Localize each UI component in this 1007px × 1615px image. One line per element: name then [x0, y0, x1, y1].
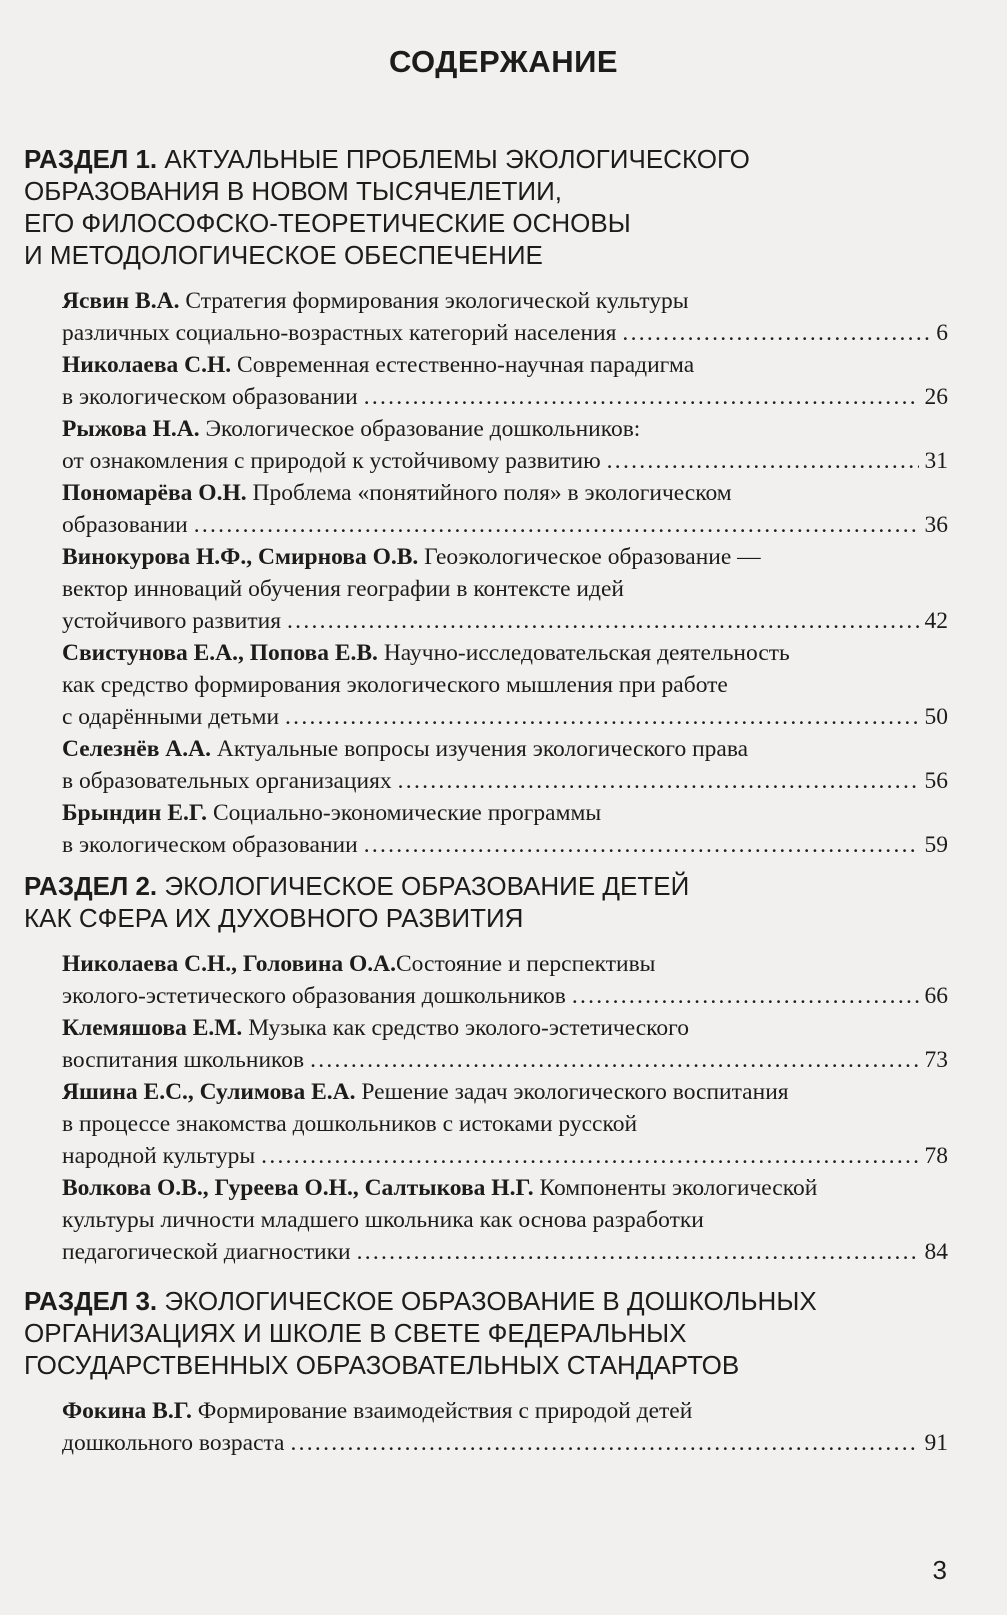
- entry-authors: Николаева С.Н., Головина О.А.: [62, 951, 396, 977]
- section-heading-line: [24, 1349, 974, 1381]
- entry-authors: Винокурова Н.Ф., Смирнова О.В.: [62, 544, 419, 570]
- entry-title-end: с одарёнными детьми: [62, 704, 280, 730]
- entry-last-line: [62, 701, 948, 733]
- entry-first-line: [62, 733, 948, 765]
- entry-title-end: воспитания школьников: [62, 1047, 305, 1073]
- entry-page-number: 59: [924, 832, 948, 858]
- toc-entry: [24, 1012, 974, 1076]
- section-heading-text: ЭКОЛОГИЧЕСКОЕ ОБРАЗОВАНИЕ В ДОШКОЛЬНЫХ: [164, 1286, 817, 1316]
- entry-last-line: [62, 1236, 948, 1268]
- toc-entry: [24, 733, 974, 797]
- section-heading-line: [24, 902, 974, 934]
- section-heading-text: ЭКОЛОГИЧЕСКОЕ ОБРАЗОВАНИЕ ДЕТЕЙ: [164, 871, 690, 901]
- entry-title-start: Экологическое образование дошкольников:: [199, 416, 641, 442]
- section-heading-line: [24, 207, 974, 239]
- entry-last-line: [62, 509, 948, 541]
- toc-entry: [24, 797, 974, 861]
- entry-page-number: 56: [924, 768, 948, 794]
- page-title: СОДЕРЖАНИЕ: [388, 44, 619, 79]
- section-1: [24, 143, 974, 861]
- entry-title-end: дошкольного возраста: [62, 1430, 285, 1456]
- entry-last-line: [62, 605, 948, 637]
- dot-leader: [194, 509, 919, 541]
- entry-first-line: [62, 413, 948, 445]
- dot-leader: [364, 381, 919, 413]
- section-heading-text: И МЕТОДОЛОГИЧЕСКОЕ ОБЕСПЕЧЕНИЕ: [24, 240, 543, 270]
- entry-title-end: педагогической диагностики: [62, 1239, 351, 1265]
- entry-last-line: [62, 1427, 948, 1459]
- entry-title-end: в образовательных организациях: [62, 768, 392, 794]
- entry-title-line: в процессе знакомства дошкольников с истоками русской: [62, 1111, 638, 1137]
- entry-page-number: 50: [924, 704, 948, 730]
- entry-page-number: 6: [936, 320, 948, 346]
- entry-title-end: народной культуры: [62, 1143, 256, 1169]
- section-heading-line: [24, 239, 974, 271]
- entry-authors: Яшина Е.С., Сулимова Е.А.: [62, 1079, 356, 1105]
- entry-title-start: Решение задач экологического воспитания: [355, 1079, 789, 1105]
- entry-title-line: культуры личности младшего школьника как основа разработки: [62, 1207, 704, 1233]
- toc-entry: [24, 1076, 974, 1172]
- section-heading-line: [24, 1285, 974, 1317]
- entry-authors: Пономарёва О.Н.: [62, 480, 247, 506]
- toc-entry: [24, 413, 974, 477]
- dot-leader: [364, 829, 919, 861]
- entry-first-line: [62, 797, 948, 829]
- page-number: 3: [932, 1555, 947, 1585]
- section-heading: [24, 143, 974, 271]
- entry-title-start: Проблема «понятийного поля» в экологическом: [246, 480, 732, 506]
- section-2: [24, 870, 974, 1268]
- dot-leader: [607, 445, 919, 477]
- entry-title-end: устойчивого развития: [62, 608, 282, 634]
- section-heading-text: АКТУАЛЬНЫЕ ПРОБЛЕМЫ ЭКОЛОГИЧЕСКОГО: [164, 144, 750, 174]
- entry-first-line: [62, 1076, 948, 1108]
- dot-leader: [261, 1140, 918, 1172]
- toc-entry-list: [24, 1395, 974, 1459]
- dot-leader: [572, 980, 919, 1012]
- entry-authors: Селезнёв А.А.: [62, 736, 211, 762]
- entry-title-end: от ознакомления с природой к устойчивому развитию: [62, 448, 601, 474]
- entry-last-line: [62, 317, 948, 349]
- section-heading-text: ОРГАНИЗАЦИЯХ И ШКОЛЕ В СВЕТЕ ФЕДЕРАЛЬНЫХ: [24, 1318, 687, 1348]
- section-label: РАЗДЕЛ 2.: [24, 871, 158, 901]
- entry-page-number: 73: [924, 1047, 948, 1073]
- section-heading-line: [24, 1317, 974, 1349]
- entry-title-end: различных социально-возрастных категорий населения: [62, 320, 617, 346]
- entry-last-line: [62, 1044, 948, 1076]
- dot-leader: [398, 765, 919, 797]
- entry-first-line: [62, 1172, 948, 1204]
- entry-title-start: Современная естественно-научная парадигма: [231, 352, 695, 378]
- entry-title-line: вектор инноваций обучения географии в контексте идей: [62, 576, 624, 602]
- entry-first-line: [62, 285, 948, 317]
- dot-leader: [287, 605, 918, 637]
- section-label: РАЗДЕЛ 3.: [24, 1286, 158, 1316]
- entry-title-end: в экологическом образовании: [62, 832, 358, 858]
- entry-page-number: 42: [924, 608, 948, 634]
- section-label: РАЗДЕЛ 1.: [24, 144, 158, 174]
- section-heading: [24, 1285, 974, 1381]
- entry-last-line: [62, 765, 948, 797]
- entry-title-start: Формирование взаимодействия с природой детей: [191, 1398, 693, 1424]
- toc-entry: [24, 948, 974, 1012]
- section-heading-line: [24, 175, 974, 207]
- entry-first-line: [62, 948, 948, 980]
- entry-title-start: Актуальные вопросы изучения экологического права: [210, 736, 749, 762]
- entry-page-number: 78: [924, 1143, 948, 1169]
- entry-first-line: [62, 349, 948, 381]
- toc-entry: [24, 541, 974, 637]
- entry-first-line: [62, 477, 948, 509]
- dot-leader: [285, 701, 918, 733]
- entry-authors: Брындин Е.Г.: [62, 800, 208, 826]
- toc-entry: [24, 285, 974, 349]
- entry-authors: Рыжова Н.А.: [62, 416, 200, 442]
- entry-page-number: 91: [924, 1430, 948, 1456]
- section-heading-text: ЕГО ФИЛОСОФСКО-ТЕОРЕТИЧЕСКИЕ ОСНОВЫ: [24, 208, 631, 238]
- entry-page-number: 26: [924, 384, 948, 410]
- entry-authors: Клемяшова Е.М.: [62, 1015, 243, 1041]
- section-3: [24, 1285, 974, 1459]
- entry-title-line: как средство формирования экологического мышления при работе: [62, 672, 728, 698]
- toc-entry: [24, 1172, 974, 1268]
- entry-title-end: эколого-эстетического образования дошкольников: [62, 983, 566, 1009]
- entry-title-start: Стратегия формирования экологической культуры: [179, 288, 689, 314]
- dot-leader: [622, 317, 930, 349]
- section-heading-text: ОБРАЗОВАНИЯ В НОВОМ ТЫСЯЧЕЛЕТИИ,: [24, 176, 563, 206]
- entry-title-start: Социально-экономические программы: [207, 800, 602, 826]
- dot-leader: [310, 1044, 918, 1076]
- entry-title-end: образовании: [62, 512, 188, 538]
- entry-first-line: [62, 637, 948, 669]
- entry-page-number: 84: [924, 1239, 948, 1265]
- toc-entry-list: [24, 285, 974, 861]
- section-heading-text: ГОСУДАРСТВЕННЫХ ОБРАЗОВАТЕЛЬНЫХ СТАНДАРТОВ: [24, 1350, 740, 1380]
- toc-entry: [24, 637, 974, 733]
- entry-last-line: [62, 445, 948, 477]
- dot-leader: [357, 1236, 919, 1268]
- section-heading-line: [24, 870, 974, 902]
- entry-first-line: [62, 1395, 948, 1427]
- entry-authors: Фокина В.Г.: [62, 1398, 192, 1424]
- section-heading-line: [24, 143, 974, 175]
- dot-leader: [290, 1427, 918, 1459]
- entry-title-start: Компоненты экологической: [533, 1175, 818, 1201]
- entry-title-start: Музыка как средство эколого-эстетического: [242, 1015, 689, 1041]
- toc-entry: [24, 349, 974, 413]
- entry-title-end: в экологическом образовании: [62, 384, 358, 410]
- section-heading: [24, 870, 974, 934]
- toc-entry: [24, 477, 974, 541]
- entry-page-number: 36: [924, 512, 948, 538]
- entry-last-line: [62, 1140, 948, 1172]
- entry-last-line: [62, 829, 948, 861]
- entry-last-line: [62, 980, 948, 1012]
- entry-last-line: [62, 381, 948, 413]
- entry-title-start: Состояние и перспективы: [396, 951, 656, 977]
- toc-entry-list: [24, 948, 974, 1268]
- entry-page-number: 31: [924, 448, 948, 474]
- entry-title-start: Геоэкологическое образование —: [418, 544, 761, 570]
- section-heading-text: КАК СФЕРА ИХ ДУХОВНОГО РАЗВИТИЯ: [24, 903, 524, 933]
- entry-authors: Волкова О.В., Гуреева О.Н., Салтыкова Н.Г.: [62, 1175, 534, 1201]
- entry-first-line: [62, 1012, 948, 1044]
- entry-authors: Николаева С.Н.: [62, 352, 232, 378]
- entry-authors: Ясвин В.А.: [62, 288, 180, 314]
- entry-title-start: Научно-исследовательская деятельность: [377, 640, 790, 666]
- entry-authors: Свистунова Е.А., Попова Е.В.: [62, 640, 378, 666]
- entry-page-number: 66: [924, 983, 948, 1009]
- toc-entry: [24, 1395, 974, 1459]
- entry-first-line: [62, 541, 948, 573]
